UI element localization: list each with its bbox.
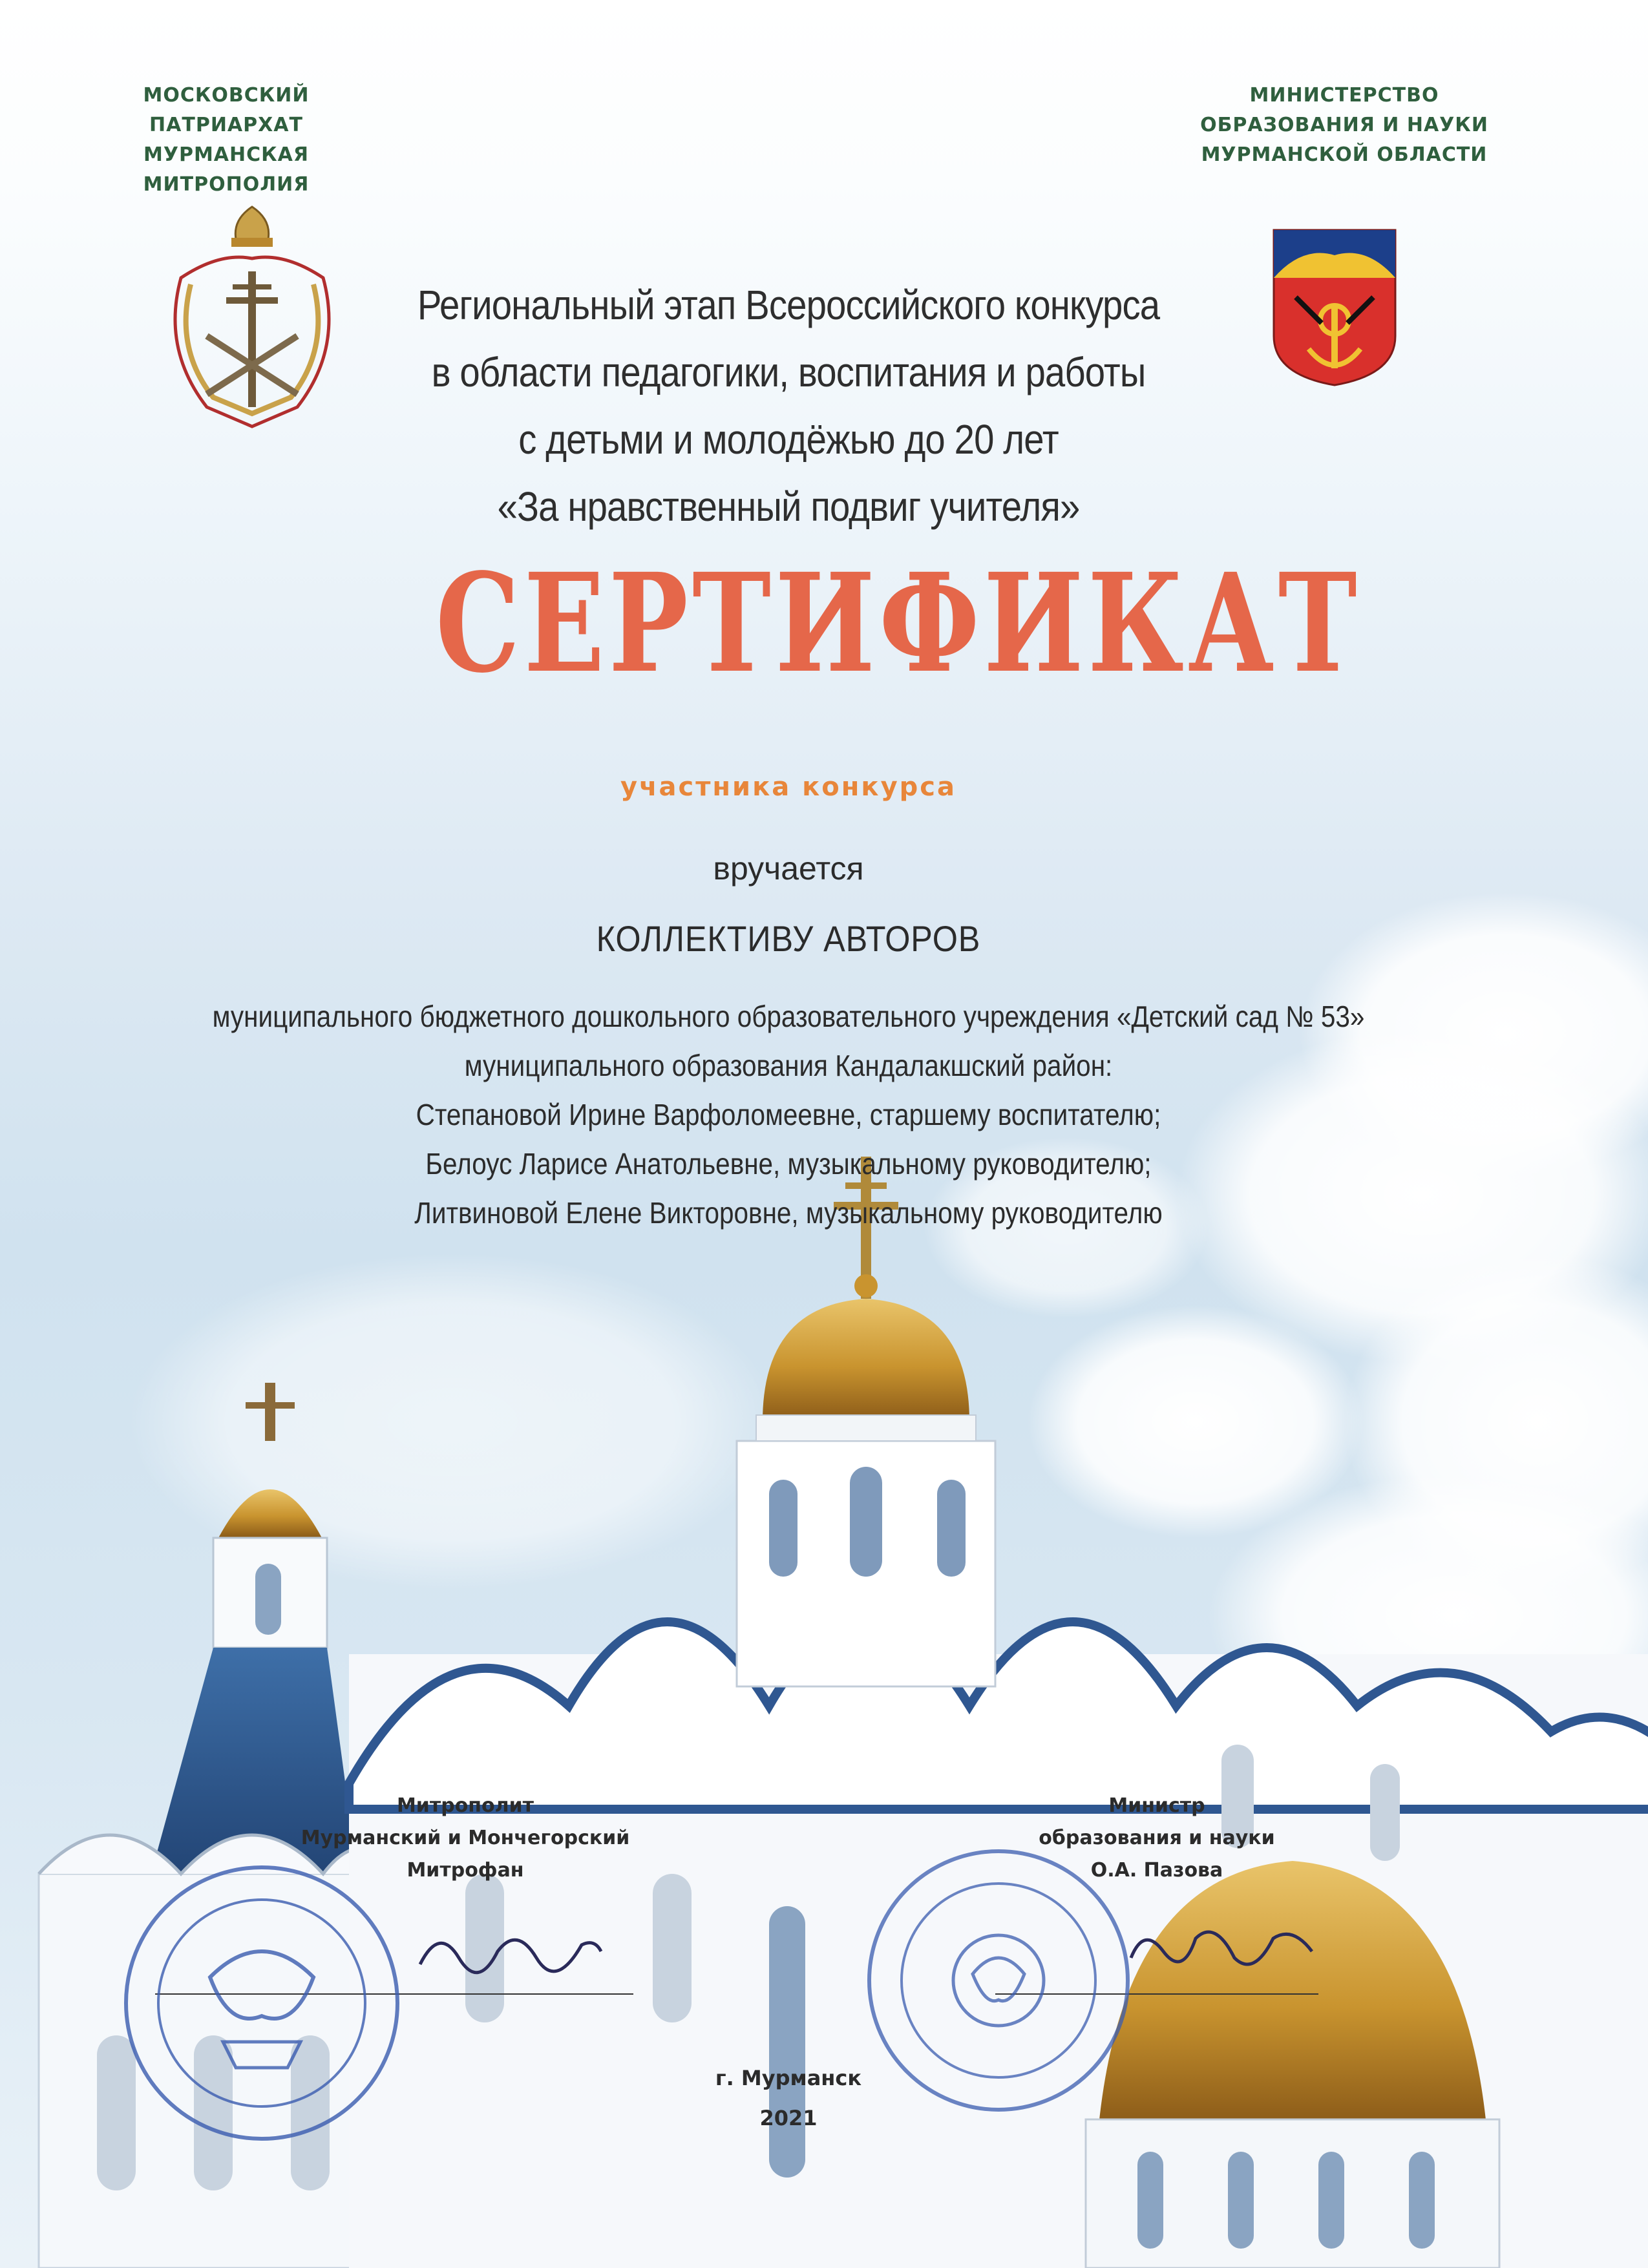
recipient-line: Белоус Ларисе Анатольевне, музыкальному руководителю; bbox=[425, 1147, 1152, 1181]
participant-label: участника конкурса bbox=[620, 772, 956, 802]
title-line: «За нравственный подвиг учителя» bbox=[497, 483, 1080, 530]
right-signature-title: Министр bbox=[1108, 1794, 1205, 1817]
footer-year: 2021 bbox=[759, 2106, 818, 2130]
title-line: с детьми и молодёжью до 20 лет bbox=[518, 416, 1059, 463]
left-signature-name: Митрофан bbox=[407, 1859, 524, 1882]
certificate-heading: СЕРТИФИКАТ bbox=[436, 543, 1361, 703]
left-org-line: МОСКОВСКИЙ ПАТРИАРХАТ bbox=[143, 84, 310, 136]
right-signature-title: образования и науки bbox=[1039, 1827, 1275, 1849]
right-org-line: МУРМАНСКОЙ ОБЛАСТИ bbox=[1201, 143, 1488, 166]
left-org-line: МИТРОПОЛИЯ bbox=[143, 173, 310, 196]
recipient-line: муниципального образования Кандалакшский район: bbox=[464, 1049, 1113, 1082]
footer-location-year bbox=[659, 2058, 918, 2138]
left-organization bbox=[84, 81, 368, 200]
right-org-line: МИНИСТЕРСТВО bbox=[1249, 84, 1439, 107]
left-handwritten-signature bbox=[414, 1913, 607, 1990]
church-seal-stamp bbox=[120, 1861, 404, 2145]
recipient-heading: КОЛЛЕКТИВУ АВТОРОВ bbox=[596, 918, 981, 959]
right-organization bbox=[1196, 81, 1493, 170]
recipient-details bbox=[78, 992, 1499, 1237]
recipient-line: муниципального бюджетного дошкольного образовательного учреждения «Детский сад № 53» bbox=[212, 1000, 1365, 1033]
contest-title bbox=[271, 271, 1305, 540]
left-signature-title: Митрополит bbox=[396, 1794, 534, 1817]
footer-city: г. Мурманск bbox=[715, 2066, 862, 2090]
recipient-line: Степановой Ирине Варфоломеевне, старшему воспитателю; bbox=[416, 1098, 1161, 1131]
left-org-line: МУРМАНСКАЯ bbox=[143, 143, 309, 166]
right-org-line: ОБРАЗОВАНИЯ И НАУКИ bbox=[1200, 114, 1488, 136]
recipient-line: Литвиновой Елене Викторовне, музыкальному руководителю bbox=[414, 1196, 1163, 1230]
right-handwritten-signature bbox=[1125, 1913, 1318, 1990]
awarded-label: вручается bbox=[713, 850, 864, 887]
right-signature-name: О.А. Пазова bbox=[1090, 1859, 1223, 1882]
title-line: в области педагогики, воспитания и работы bbox=[431, 349, 1146, 395]
left-signature-title: Мурманский и Мончегорский bbox=[301, 1827, 630, 1849]
title-line: Региональный этап Всероссийского конкурса bbox=[417, 282, 1160, 328]
